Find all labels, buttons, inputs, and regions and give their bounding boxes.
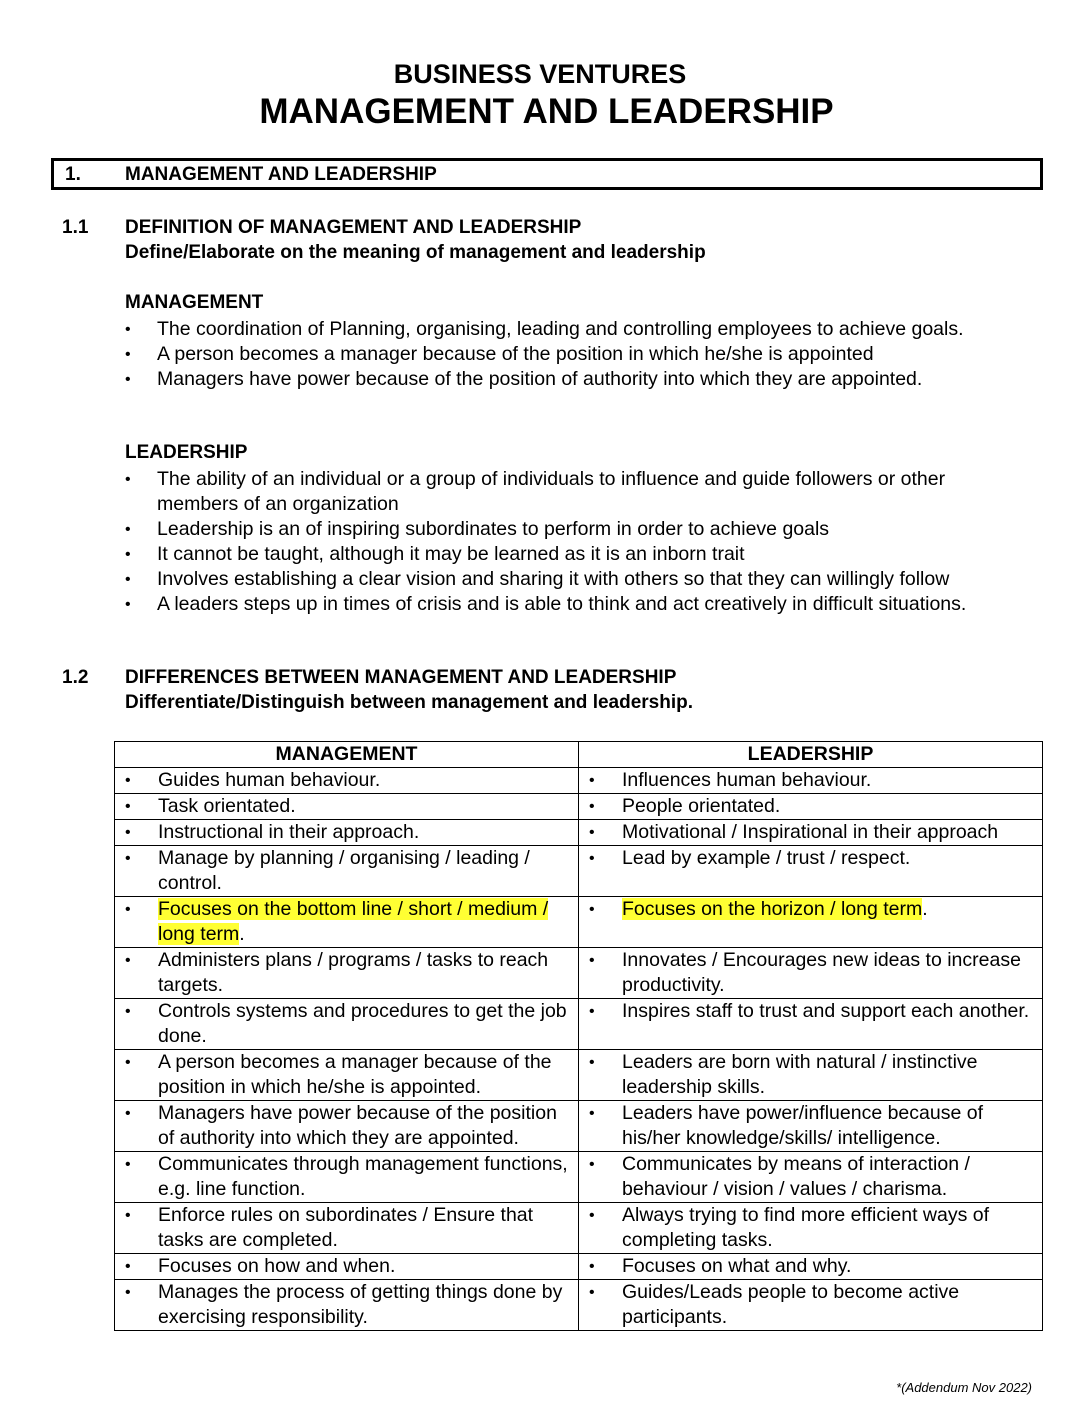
- bullet-icon: •: [125, 1284, 131, 1301]
- leadership-point-text: Focuses on the horizon / long term: [622, 898, 923, 920]
- table-row: [115, 794, 1043, 820]
- bullet-icon: •: [125, 1054, 131, 1071]
- table-cell-leadership: [579, 1050, 1043, 1101]
- bullet-icon: •: [125, 1003, 131, 1020]
- bullet-icon: •: [589, 1003, 595, 1020]
- bullet-icon: •: [125, 1105, 131, 1122]
- list-item: • It cannot be taught, although it may be learned as it is an inborn trait: [125, 542, 1031, 567]
- section-1-1-title: DEFINITION OF MANAGEMENT AND LEADERSHIP: [125, 217, 582, 238]
- management-point-text: Guides human behaviour.: [158, 769, 381, 791]
- section-1-title: MANAGEMENT AND LEADERSHIP: [125, 164, 437, 185]
- table-cell-leadership: [579, 1101, 1043, 1152]
- table-cell-management: [115, 948, 579, 999]
- table-cell-management: [115, 846, 579, 897]
- table-cell-leadership: [579, 1152, 1043, 1203]
- bullet-icon: •: [589, 901, 595, 918]
- management-point-text: Task orientated.: [158, 795, 296, 817]
- table-cell-leadership: [579, 1254, 1043, 1280]
- leadership-point-text: Always trying to find more efficient ways of completing tasks.: [622, 1204, 990, 1251]
- leadership-point-text: Influences human behaviour.: [622, 769, 872, 791]
- bullet-icon: •: [589, 1284, 595, 1301]
- bullet-icon: •: [589, 1054, 595, 1071]
- leadership-point-text: Inspires staff to trust and support each another.: [622, 1000, 1030, 1022]
- table-cell-management: [115, 768, 579, 794]
- management-point-text: Manages the process of getting things done by exercising responsibility.: [158, 1281, 563, 1328]
- table-cell-leadership: [579, 948, 1043, 999]
- management-point-text: Enforce rules on subordinates / Ensure that tasks are completed.: [158, 1204, 534, 1251]
- bullet-icon: •: [125, 798, 131, 815]
- list-item: • Managers have power because of the position of authority into which they are appointed.: [125, 367, 1031, 392]
- document-title: BUSINESS VENTURES: [393, 59, 687, 89]
- table-cell-leadership: [579, 768, 1043, 794]
- table-cell-leadership: [579, 999, 1043, 1050]
- table-cell-management: [115, 897, 579, 948]
- footnote: *(Addendum Nov 2022): [896, 1380, 1032, 1395]
- section-1-number: 1.: [65, 164, 81, 185]
- leadership-point-text: Communicates by means of interaction / behaviour / vision / values / charisma.: [622, 1153, 970, 1200]
- bullet-icon: •: [589, 824, 595, 841]
- management-point-text: Instructional in their approach.: [158, 821, 420, 843]
- management-point-text: Communicates through management functions, e.g. line function.: [158, 1153, 568, 1200]
- table-row: [115, 1050, 1043, 1101]
- management-definition-list: [125, 317, 1031, 392]
- table-cell-management: [115, 820, 579, 846]
- table-cell-leadership: [579, 1280, 1043, 1331]
- table-cell-leadership: [579, 897, 1043, 948]
- list-item: • Involves establishing a clear vision and sharing it with others so that they can willingly follow: [125, 567, 1031, 592]
- table-cell-management: [115, 999, 579, 1050]
- table-cell-management: [115, 1050, 579, 1101]
- table-row: [115, 999, 1043, 1050]
- bullet-icon: •: [125, 850, 131, 867]
- document-subtitle: MANAGEMENT AND LEADERSHIP: [259, 92, 834, 131]
- table-row: [115, 897, 1043, 948]
- management-point-text: A person becomes a manager because of the position in which he/she is appointed.: [158, 1051, 552, 1098]
- column-header-leadership: LEADERSHIP: [579, 742, 1043, 768]
- bullet-icon: •: [589, 1156, 595, 1173]
- bullet-icon: •: [589, 952, 595, 969]
- leadership-point-text: Lead by example / trust / respect.: [622, 847, 911, 869]
- table-row: [115, 1254, 1043, 1280]
- bullet-icon: •: [589, 772, 595, 789]
- management-point-suffix: .: [239, 923, 245, 945]
- list-item: • The coordination of Planning, organising, leading and controlling employees to achieve goals.: [125, 317, 1031, 342]
- column-header-management: MANAGEMENT: [115, 742, 579, 768]
- management-point-text: Focuses on the bottom line / short / medium / long term: [158, 898, 549, 945]
- table-header-row: [115, 742, 1043, 768]
- leadership-definition-list: [125, 467, 1031, 617]
- table-row: [115, 820, 1043, 846]
- management-heading: MANAGEMENT: [125, 292, 264, 313]
- table-cell-management: [115, 794, 579, 820]
- list-item: • Leadership is an of inspiring subordinates to perform in order to achieve goals: [125, 517, 1031, 542]
- section-1-2-title: DIFFERENCES BETWEEN MANAGEMENT AND LEADERSHIP: [125, 667, 677, 688]
- bullet-icon: •: [589, 798, 595, 815]
- table-cell-leadership: [579, 1203, 1043, 1254]
- bullet-icon: •: [589, 1105, 595, 1122]
- list-item: • A leaders steps up in times of crisis and is able to think and act creatively in difficult situations.: [125, 592, 1031, 617]
- management-point-text: Administers plans / programs / tasks to reach targets.: [158, 949, 549, 996]
- leadership-point-text: Guides/Leads people to become active participants.: [622, 1281, 960, 1328]
- table-cell-management: [115, 1254, 579, 1280]
- list-item: • A person becomes a manager because of the position in which he/she is appointed: [125, 342, 1031, 367]
- bullet-icon: •: [125, 901, 131, 918]
- table-cell-leadership: [579, 794, 1043, 820]
- section-1-2-subtitle: Differentiate/Distinguish between management and leadership.: [125, 692, 694, 713]
- bullet-icon: •: [589, 1258, 595, 1275]
- table-row: [115, 846, 1043, 897]
- section-1-2-number: 1.2: [62, 667, 89, 688]
- bullet-icon: •: [589, 850, 595, 867]
- leadership-heading: LEADERSHIP: [125, 442, 248, 463]
- bullet-icon: •: [125, 1156, 131, 1173]
- table-row: [115, 1203, 1043, 1254]
- table-cell-leadership: [579, 820, 1043, 846]
- leadership-point-text: Focuses on what and why.: [622, 1255, 852, 1277]
- bullet-icon: •: [125, 1207, 131, 1224]
- management-point-text: Manage by planning / organising / leading / control.: [158, 847, 530, 894]
- table-cell-management: [115, 1280, 579, 1331]
- section-1-1-number: 1.1: [62, 217, 89, 238]
- management-point-text: Managers have power because of the position of authority into which they are appointed.: [158, 1102, 557, 1149]
- table-row: [115, 768, 1043, 794]
- bullet-icon: •: [125, 952, 131, 969]
- table-cell-management: [115, 1101, 579, 1152]
- table-row: [115, 1101, 1043, 1152]
- bullet-icon: •: [125, 824, 131, 841]
- section-1-heading-box: [51, 158, 1043, 190]
- differences-table: [114, 741, 1043, 1331]
- bullet-icon: •: [589, 1207, 595, 1224]
- table-row: [115, 1152, 1043, 1203]
- table-cell-management: [115, 1152, 579, 1203]
- list-item: • The ability of an individual or a group of individuals to influence and guide followers or other members of an organization: [125, 467, 1031, 517]
- management-point-text: Focuses on how and when.: [158, 1255, 396, 1277]
- leadership-point-text: Innovates / Encourages new ideas to increase productivity.: [622, 949, 1021, 996]
- table-row: [115, 948, 1043, 999]
- section-1-1-subtitle: Define/Elaborate on the meaning of management and leadership: [125, 242, 706, 263]
- leadership-point-suffix: .: [922, 898, 928, 920]
- leadership-point-text: People orientated.: [622, 795, 781, 817]
- leadership-point-text: Leaders are born with natural / instinctive leadership skills.: [622, 1051, 978, 1098]
- table-row: [115, 1280, 1043, 1331]
- table-cell-management: [115, 1203, 579, 1254]
- table-cell-leadership: [579, 846, 1043, 897]
- bullet-icon: •: [125, 1258, 131, 1275]
- leadership-point-text: Motivational / Inspirational in their approach: [622, 821, 999, 843]
- management-point-text: Controls systems and procedures to get the job done.: [158, 1000, 567, 1047]
- bullet-icon: •: [125, 772, 131, 789]
- leadership-point-text: Leaders have power/influence because of his/her knowledge/skills/ intelligence.: [622, 1102, 983, 1149]
